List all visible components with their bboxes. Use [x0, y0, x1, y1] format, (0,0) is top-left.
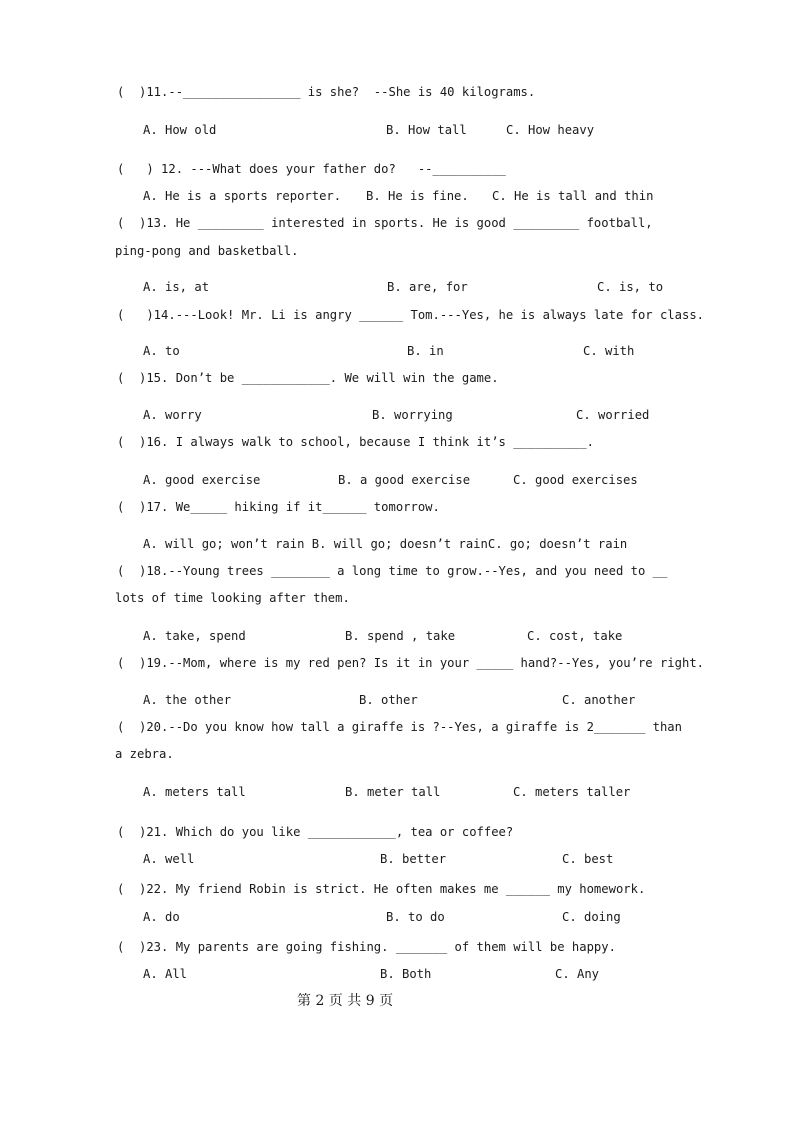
- question-18-stem: ( )18.--Young trees ________ a long time to grow.--Yes, and you need to __: [117, 564, 668, 578]
- page-number-footer: 第 2 页 共 9 页: [297, 993, 394, 1009]
- question-17-stem: ( )17. We_____ hiking if it______ tomorrow.: [117, 500, 440, 514]
- question-18-stem-continued: lots of time looking after them.: [115, 591, 350, 605]
- question-18-option-a: A. take, spend: [143, 629, 246, 643]
- question-12-option-b: B. He is fine.: [366, 189, 469, 203]
- question-11-option-c: C. How heavy: [506, 123, 595, 137]
- question-19-option-c: C. another: [562, 693, 636, 707]
- question-21-option-a: A. well: [143, 852, 195, 866]
- question-14-option-c: C. with: [583, 344, 635, 358]
- question-22-stem: ( )22. My friend Robin is strict. He often makes me ______ my homework.: [117, 882, 646, 896]
- question-20-option-c: C. meters taller: [513, 785, 631, 799]
- question-19-stem: ( )19.--Mom, where is my red pen? Is it in your _____ hand?--Yes, you’re right.: [117, 656, 704, 670]
- question-13-option-a: A. is, at: [143, 280, 210, 294]
- question-11-option-b: B. How tall: [386, 123, 467, 137]
- question-23-option-c: C. Any: [555, 967, 600, 981]
- question-20-option-a: A. meters tall: [143, 785, 246, 799]
- question-15-option-b: B. worrying: [372, 408, 453, 422]
- question-20-option-b: B. meter tall: [345, 785, 441, 799]
- question-21-option-c: C. best: [562, 852, 614, 866]
- question-23-stem: ( )23. My parents are going fishing. _______ of them will be happy.: [117, 940, 616, 954]
- question-13-option-b: B. are, for: [387, 280, 468, 294]
- question-11-stem: ( )11.--________________ is she? --She is 40 kilograms.: [117, 85, 536, 99]
- question-21-stem: ( )21. Which do you like ____________, tea or coffee?: [117, 825, 514, 839]
- question-16-option-a: A. good exercise: [143, 473, 261, 487]
- question-22-option-a: A. do: [143, 910, 180, 924]
- question-20-stem-continued: a zebra.: [115, 747, 174, 761]
- question-14-option-a: A. to: [143, 344, 180, 358]
- question-13-stem-continued: ping-pong and basketball.: [115, 244, 299, 258]
- question-19-option-b: B. other: [359, 693, 418, 707]
- question-12-stem: ( ) 12. ---What does your father do? --__________: [117, 162, 506, 176]
- question-21-option-b: B. better: [380, 852, 447, 866]
- question-15-option-c: C. worried: [576, 408, 650, 422]
- question-19-option-a: A. the other: [143, 693, 232, 707]
- question-12-option-c: C. He is tall and thin: [492, 189, 654, 203]
- question-17-options: A. will go; won’t rain B. will go; doesn’t rainC. go; doesn’t rain: [143, 537, 628, 551]
- question-18-option-c: C. cost, take: [527, 629, 623, 643]
- question-18-option-b: B. spend , take: [345, 629, 456, 643]
- question-23-option-b: B. Both: [380, 967, 432, 981]
- question-22-option-b: B. to do: [386, 910, 445, 924]
- question-14-stem: ( )14.---Look! Mr. Li is angry ______ Tom.---Yes, he is always late for class.: [117, 308, 704, 322]
- question-23-option-a: A. All: [143, 967, 188, 981]
- question-12-option-a: A. He is a sports reporter.: [143, 189, 342, 203]
- question-16-option-c: C. good exercises: [513, 473, 638, 487]
- question-15-option-a: A. worry: [143, 408, 202, 422]
- question-15-stem: ( )15. Don’t be ____________. We will win the game.: [117, 371, 499, 385]
- question-16-option-b: B. a good exercise: [338, 473, 471, 487]
- question-11-option-a: A. How old: [143, 123, 217, 137]
- question-16-stem: ( )16. I always walk to school, because I think it’s __________.: [117, 435, 594, 449]
- question-20-stem: ( )20.--Do you know how tall a giraffe is ?--Yes, a giraffe is 2_______ than: [117, 720, 682, 734]
- question-14-option-b: B. in: [407, 344, 444, 358]
- question-13-stem: ( )13. He _________ interested in sports. He is good _________ football,: [117, 216, 653, 230]
- question-22-option-c: C. doing: [562, 910, 621, 924]
- question-13-option-c: C. is, to: [597, 280, 664, 294]
